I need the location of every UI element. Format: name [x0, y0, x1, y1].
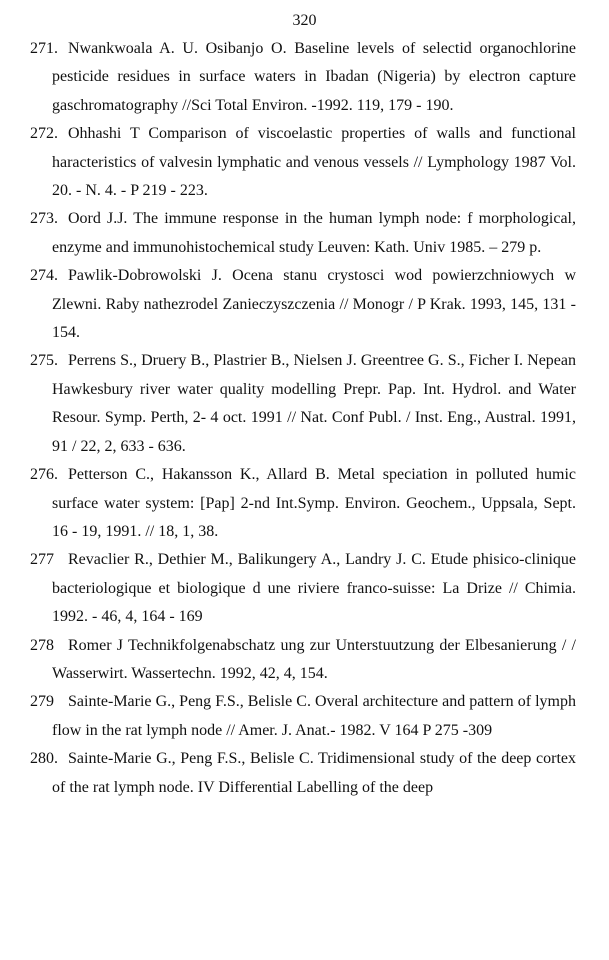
- reference-number: 278: [30, 636, 54, 654]
- reference-number: 271.: [30, 40, 58, 57]
- reference-number: 279: [30, 693, 54, 711]
- reference-item: [30, 632, 576, 689]
- reference-item: [30, 688, 576, 745]
- reference-item: [30, 745, 576, 802]
- reference-item: [30, 205, 576, 262]
- reference-number: 277: [30, 551, 54, 569]
- reference-text: Nwankwoala A. U. Osibanjo O. Baseline levels of selectid organochlorine pesticide residues in surface waters in Ibadan (Nigeria) by electron capture gaschromatography //Sci Total Environ. -1992. 119, 179 - 190.: [52, 40, 576, 114]
- reference-number: 273.: [30, 210, 58, 228]
- reference-text: Ohhashi T Comparison of viscoelastic properties of walls and functional haracteristics of valvesin lymphatic and venous vessels // Lymphology 1987 Vol. 20. - N. 4. - P 219 - 223.: [52, 125, 576, 200]
- reference-text: Sainte-Marie G., Peng F.S., Belisle C. Overal architecture and pattern of lymph flow in the rat lymph node // Amer. J. Anat.- 1982. V 164 P 275 -309: [52, 693, 576, 739]
- reference-text: Perrens S., Druery B., Plastrier B., Nielsen J. Greentree G. S., Ficher I. Nepean Hawkesbury river water quality modelling Prepr. Pap. Int. Hydrol. and Water Resour. Symp. Perth, 2- 4 oct. 1991 // Nat. Conf Publ. / Inst. Eng., Austral. 1991, 91 / 22, 2, 633 - 636.: [52, 352, 576, 455]
- reference-text: Pawlik-Dobrowolski J. Ocena stanu crystosci wod powierzchniowych w Zlewni. Raby nathezrodel Zanieczyszczenia // Monogr / P Krak. 1993, 145, 131 - 154.: [52, 267, 576, 342]
- reference-text: Oord J.J. The immune response in the human lymph node: f morphological, enzyme and immunohistochemical study Leuven: Kath. Univ 1985. – 279 p.: [52, 210, 576, 256]
- reference-item: [30, 546, 576, 631]
- reference-item: [30, 347, 576, 461]
- reference-text: Romer J Technikfolgenabschatz ung zur Unterstuutzung der Elbesanierung / / Wasserwirt. Wassertechn. 1992, 42, 4, 154.: [52, 636, 576, 682]
- reference-number: 276.: [30, 466, 58, 484]
- reference-number: 274.: [30, 267, 58, 285]
- reference-number: 272.: [30, 125, 58, 143]
- reference-list: [30, 35, 576, 802]
- reference-text: Petterson C., Hakansson K., Allard B. Metal speciation in polluted humic surface water system: [Pap] 2-nd Int.Symp. Environ. Geochem., Uppsala, Sept. 16 - 19, 1991. // 18, 1, 38.: [52, 466, 576, 540]
- reference-item: [30, 35, 576, 120]
- page-number: 320: [292, 12, 317, 29]
- reference-item: [30, 461, 576, 546]
- reference-item: [30, 262, 576, 347]
- reference-text: Sainte-Marie G., Peng F.S., Belisle C. Tridimensional study of the deep cortex of the rat lymph node. IV Differential Labelling of the deep: [52, 750, 576, 796]
- reference-item: [30, 120, 576, 205]
- reference-text: Revaclier R., Dethier M., Balikungery A., Landry J. C. Etude phisico-clinique bacteriologique et biologique d une riviere franco-suisse: La Drize // Chimia. 1992. - 46, 4, 164 - 169: [52, 551, 576, 626]
- reference-number: 280.: [30, 750, 58, 768]
- reference-number: 275.: [30, 352, 58, 370]
